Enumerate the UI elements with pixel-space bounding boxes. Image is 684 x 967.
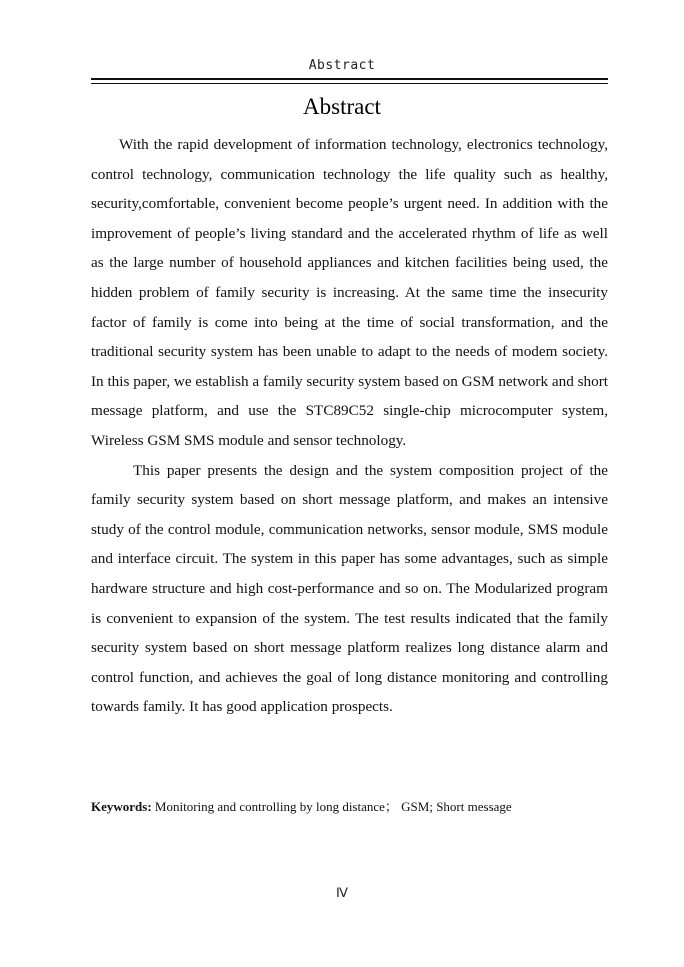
- page-number: Ⅳ: [336, 885, 348, 900]
- keywords-label: Keywords:: [91, 799, 152, 814]
- abstract-paragraph-2: This paper presents the design and the system composition project of the family security system based on short message platform, and makes an intensive study of the control module, communication networks, sensor module, SMS module and interface circuit. The system in this paper has some advantages, such as simple hardware structure and high cost-performance and so on. The Modularized program is convenient to expansion of the system. The test results indicated that the family security system based on short message platform realizes long distance alarm and control function, and achieves the goal of long distance monitoring and controlling towards family. It has good application prospects.: [91, 461, 608, 716]
- header-rule-thin: [91, 83, 608, 84]
- abstract-body: [91, 130, 608, 722]
- header-rule-thick: [91, 78, 608, 80]
- page-title: Abstract: [303, 94, 381, 119]
- keywords-line: [91, 796, 608, 815]
- running-header: Abstract: [308, 58, 376, 73]
- abstract-paragraph-1: With the rapid development of information technology, electronics technology, control technology, communication technology the life quality such as healthy, security,comfortable, convenient become people’s urgent need. In addition with the improvement of people’s living standard and the accelerated rhythm of life as well as the large number of household appliances and kitchen facilities being used, the hidden problem of family security is increasing. At the same time the insecurity factor of family is come into being at the time of social transformation, and the traditional security system has been unable to adapt to the needs of modem society. In this paper, we establish a family security system based on GSM network and short message platform, and use the STC89C52 single-chip microcomputer system, Wireless GSM SMS module and sensor technology.: [91, 136, 608, 449]
- keywords-text: Monitoring and controlling by long distance； GSM; Short message: [151, 799, 512, 814]
